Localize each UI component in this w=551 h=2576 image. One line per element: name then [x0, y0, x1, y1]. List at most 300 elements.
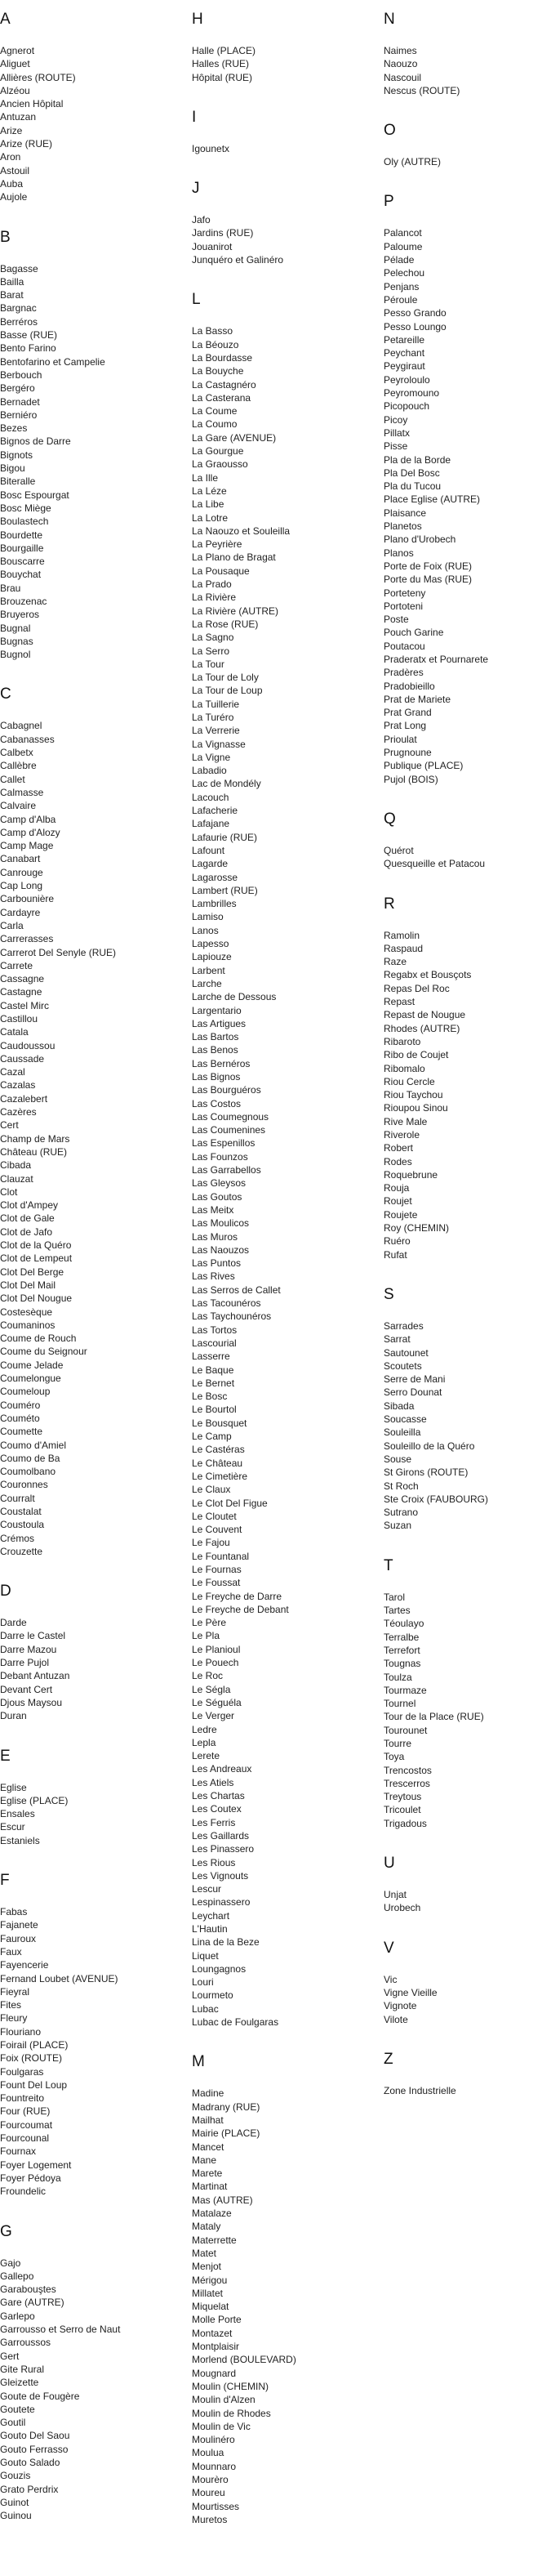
name-item: Le Claux	[192, 1484, 231, 1496]
name-item: Le Castéras	[192, 1444, 245, 1456]
letter-section	[384, 1940, 551, 2040]
name-item: Le Verger	[192, 1710, 235, 1722]
name-item: Regabx et Bousçots	[384, 969, 472, 981]
name-item: Igounetx	[192, 142, 230, 154]
name-list	[384, 1319, 551, 1533]
name-item: Repas Del Roc	[384, 982, 450, 994]
name-item: Gleizette	[0, 2377, 39, 2389]
letter-section	[0, 2223, 184, 2537]
name-item: Bugnal	[0, 622, 31, 634]
letter-section	[0, 685, 184, 1572]
name-item: Bignots	[0, 449, 33, 461]
name-item: Terrefort	[384, 1644, 420, 1656]
name-item: Camp d'Alozy	[0, 826, 60, 838]
name-item: La Turéro	[192, 711, 234, 723]
name-item: Crouzette	[0, 1545, 43, 1557]
name-item: Duran	[0, 1710, 27, 1722]
name-item: Le Pla	[192, 1630, 220, 1642]
name-item: Peyromouno	[384, 387, 440, 400]
name-item: Antuzan	[0, 111, 37, 123]
letter-section	[192, 180, 375, 280]
name-item: La Rivière (AUTRE)	[192, 605, 279, 617]
name-item: Le Pouech	[192, 1657, 239, 1669]
name-item: Le Cimetière	[192, 1470, 248, 1482]
name-item: Clot Del Mail	[0, 1279, 56, 1291]
name-list	[384, 1591, 551, 1830]
name-item: Cazalas	[0, 1079, 36, 1092]
name-item: Soucasse	[384, 1413, 427, 1426]
name-item: Lafount	[192, 844, 225, 856]
name-item: Mataly	[192, 2221, 221, 2233]
name-item: La Graousso	[192, 458, 248, 471]
name-item: Coumelongue	[0, 1373, 61, 1385]
name-item: Estaniels	[0, 1834, 40, 1846]
name-item: La Tour de Loly	[192, 672, 259, 684]
name-item: Coumo d'Amiel	[0, 1439, 66, 1451]
name-item: Millatet	[192, 2287, 224, 2299]
name-item: Las Artigues	[192, 1017, 247, 1029]
letter-heading: V	[384, 1939, 394, 1957]
name-item: Bignos de Darre	[0, 435, 71, 448]
name-item: Peychant	[384, 347, 425, 359]
name-item: Larbent	[192, 964, 225, 976]
name-item: Foulgaras	[0, 2065, 44, 2078]
name-list	[192, 213, 375, 266]
name-item: Foix (ROUTE)	[0, 2052, 62, 2065]
name-item: Plaisance	[384, 507, 427, 519]
name-item: Morlend (BOULEVARD)	[192, 2354, 296, 2366]
section-spacer	[192, 266, 375, 280]
name-item: La Léze	[192, 484, 227, 497]
letter-heading: A	[0, 11, 11, 28]
letter-heading: M	[192, 2053, 205, 2071]
name-item: Lafaurie (RUE)	[192, 831, 258, 843]
letter-heading: B	[0, 228, 11, 246]
letter-section	[192, 109, 375, 169]
name-item: Ribomalo	[384, 1062, 425, 1074]
letter-heading: J	[192, 180, 200, 198]
name-item: Auba	[0, 177, 24, 190]
name-item: Plano d'Urobech	[384, 534, 456, 546]
name-item: Clot d'Ampey	[0, 1199, 58, 1212]
letter-section	[384, 1286, 551, 1547]
name-item: Liquet	[192, 1949, 219, 1962]
name-item: La Plano de Bragat	[192, 551, 276, 564]
name-item: Las Founzos	[192, 1150, 248, 1163]
name-item: Trescerros	[384, 1777, 430, 1789]
name-item: Coustoula	[0, 1519, 45, 1531]
name-item: Le Bousquet	[192, 1417, 247, 1429]
name-item: Moulua	[192, 2447, 224, 2459]
name-item: Coustalat	[0, 1505, 42, 1517]
name-item: Cap Long	[0, 880, 43, 892]
name-item: Toulza	[384, 1671, 412, 1683]
name-item: Bugnol	[0, 649, 31, 661]
name-item: Lagarde	[192, 858, 229, 870]
section-spacer	[192, 2029, 375, 2042]
name-item: Bourgaille	[0, 542, 44, 554]
name-item: Las Bernéros	[192, 1057, 251, 1069]
name-item: Caussade	[0, 1052, 45, 1065]
name-item: Fourcoumat	[0, 2118, 53, 2131]
name-item: La Serro	[192, 645, 230, 657]
name-item: Las Taychounéros	[192, 1310, 272, 1323]
name-item: Fieyral	[0, 1985, 30, 1998]
name-item: Biteralle	[0, 475, 36, 488]
name-item: Martinat	[192, 2181, 228, 2193]
name-item: Le Freyche de Darre	[192, 1590, 282, 1602]
name-item: Riverole	[384, 1129, 420, 1141]
name-item: Mairie (PLACE)	[192, 2127, 260, 2140]
name-item: Las Serros de Callet	[192, 1284, 281, 1296]
name-item: Fournax	[0, 2145, 37, 2158]
name-item: Aujole	[0, 191, 28, 203]
name-item: Matalaze	[192, 2208, 232, 2220]
name-item: Lac de Mondély	[192, 778, 261, 790]
name-item: Oly (AUTRE)	[384, 156, 441, 168]
name-item: Pouch Garine	[384, 627, 444, 639]
name-item: Lubac de Foulgaras	[192, 2016, 279, 2029]
name-item: Rioupou Sinou	[384, 1102, 448, 1114]
name-item: Las Naouzos	[192, 1243, 250, 1256]
name-item: Paloume	[384, 240, 423, 252]
name-item: Calbetx	[0, 747, 33, 759]
name-list	[192, 44, 375, 84]
name-item: Fount Del Loup	[0, 2078, 68, 2091]
letter-section	[384, 11, 551, 111]
name-item: Cazalebert	[0, 1092, 48, 1105]
name-item: Pisse	[384, 440, 408, 453]
name-item: Garroussos	[0, 2337, 51, 2349]
name-item: Carla	[0, 919, 24, 931]
name-item: Bouychat	[0, 569, 42, 581]
name-list	[192, 2087, 375, 2526]
name-item: Clot Del Nougue	[0, 1292, 73, 1305]
name-item: Tricoulet	[384, 1804, 421, 1816]
name-item: Darre Mazou	[0, 1643, 57, 1655]
name-item: Moulin de Vic	[192, 2420, 251, 2432]
name-item: Lagarosse	[192, 871, 238, 883]
name-item: Lourmeto	[192, 1989, 233, 2002]
name-item: Coume Jelade	[0, 1359, 64, 1371]
name-item: Four (RUE)	[0, 2105, 51, 2118]
name-item: Naouzo	[384, 58, 418, 70]
name-item: Berréros	[0, 315, 38, 328]
name-item: Les Andreaux	[192, 1763, 252, 1775]
name-item: Coumaninos	[0, 1319, 56, 1331]
name-item: Devant Cert	[0, 1683, 53, 1695]
section-spacer	[0, 2523, 184, 2537]
name-item: Clot de Jafo	[0, 1225, 53, 1238]
section-spacer	[384, 1915, 551, 1929]
name-item: Fabas	[0, 1906, 28, 1918]
name-item: La Tour	[192, 658, 224, 670]
name-item: Le Fountanal	[192, 1550, 250, 1562]
name-item: Bentofarino et Campelie	[0, 355, 105, 368]
name-item: Montazet	[192, 2327, 233, 2339]
name-item: Ribaroto	[384, 1035, 421, 1047]
name-item: Las Rives	[192, 1270, 235, 1283]
name-item: Sarrades	[384, 1319, 424, 1332]
name-list	[0, 1616, 184, 1722]
letter-heading: I	[192, 108, 197, 126]
name-item: Coumolbano	[0, 1466, 56, 1478]
name-list	[384, 844, 551, 871]
name-item: Penjans	[384, 280, 420, 292]
name-item: Vic	[384, 1973, 398, 1985]
name-list	[384, 1973, 551, 2026]
name-item: Gert	[0, 2350, 20, 2362]
index-column-2	[192, 0, 375, 2540]
name-list	[384, 44, 551, 97]
letter-section	[384, 2051, 551, 2111]
name-item: Cardayre	[0, 906, 41, 918]
name-item: Peyroloulo	[384, 373, 430, 386]
name-item: Costesèque	[0, 1306, 53, 1318]
section-spacer	[0, 661, 184, 675]
name-item: Pla de la Borde	[384, 453, 451, 466]
name-item: Las Puntos	[192, 1257, 242, 1270]
name-item: La Gourgue	[192, 445, 244, 458]
name-item: Gouzis	[0, 2470, 31, 2482]
name-item: Gouto Del Saou	[0, 2430, 70, 2442]
letter-section	[0, 1872, 184, 2212]
letter-section	[0, 1583, 184, 1736]
name-item: Repast	[384, 996, 415, 1008]
name-item: Gouto Salado	[0, 2457, 60, 2469]
name-item: La Gare (AVENUE)	[192, 431, 277, 444]
name-item: Lubac	[192, 2002, 219, 2015]
letter-heading: C	[0, 685, 11, 703]
name-item: Carrerasses	[0, 933, 54, 945]
name-item: Pla Del Bosc	[384, 467, 440, 479]
name-item: Clot de la Quéro	[0, 1239, 72, 1252]
name-item: Vignote	[384, 2000, 417, 2012]
name-item: Guinou	[0, 2510, 32, 2522]
name-item: Pillatx	[384, 426, 411, 439]
name-item: Prat Long	[384, 720, 427, 732]
letter-section	[384, 1557, 551, 1844]
name-item: Tournel	[384, 1698, 416, 1710]
name-item: Cassagne	[0, 973, 45, 985]
letter-section	[192, 2053, 375, 2540]
letter-heading: H	[192, 11, 203, 28]
name-item: Jouanirot	[192, 240, 233, 252]
name-item: Mancet	[192, 2141, 224, 2153]
name-item: Las Muros	[192, 1230, 238, 1243]
name-list	[384, 2084, 551, 2097]
name-item: Toya	[384, 1751, 405, 1763]
name-item: Brouzenac	[0, 595, 47, 607]
name-item: Couronnes	[0, 1479, 48, 1491]
name-item: Les Rious	[192, 1856, 236, 1868]
name-item: Le Planioul	[192, 1643, 241, 1655]
name-item: Flouriano	[0, 2025, 42, 2038]
name-item: Ledre	[192, 1723, 217, 1735]
letter-heading: P	[384, 193, 394, 211]
name-item: Loungagnos	[192, 1962, 247, 1975]
name-item: La Tour de Loup	[192, 685, 263, 697]
name-item: Hôpital (RUE)	[192, 71, 253, 83]
name-item: Courralt	[0, 1492, 35, 1504]
name-item: Le Couvent	[192, 1524, 242, 1536]
name-item: St Girons (ROUTE)	[384, 1467, 469, 1479]
name-item: Calmasse	[0, 786, 44, 798]
name-item: Las Tortos	[192, 1324, 238, 1336]
name-item: Couméto	[0, 1412, 40, 1424]
name-item: Bosc Espourgat	[0, 489, 69, 501]
name-item: Fites	[0, 1999, 22, 2011]
name-item: Calvaire	[0, 800, 37, 812]
name-item: Le Père	[192, 1617, 227, 1629]
name-item: Le Clot Del Figue	[192, 1497, 268, 1509]
name-item: Gajo	[0, 2257, 21, 2269]
name-item: Urobech	[384, 1902, 421, 1914]
name-item: Cabagnel	[0, 720, 42, 732]
name-item: Froundelic	[0, 2185, 47, 2198]
name-item: Péroule	[384, 293, 418, 306]
name-list	[384, 1888, 551, 1915]
name-list	[0, 262, 184, 662]
section-spacer	[384, 1830, 551, 1844]
name-item: Petareille	[384, 333, 425, 346]
name-item: Bento Farino	[0, 342, 56, 355]
name-item: Fountreito	[0, 2092, 45, 2105]
name-item: Larche	[192, 977, 222, 989]
name-item: Mane	[192, 2154, 217, 2166]
name-item: Allières (ROUTE)	[0, 71, 76, 83]
name-item: Brau	[0, 582, 21, 594]
name-item: Sautounet	[384, 1346, 429, 1359]
name-item: Grato Perdrix	[0, 2483, 59, 2495]
name-item: Mailhat	[192, 2114, 224, 2126]
name-item: Pradères	[384, 667, 424, 679]
name-item: Vigne Vieille	[384, 1986, 438, 1998]
name-item: La Coume	[192, 405, 238, 417]
name-item: Moulin d'Alzen	[192, 2394, 256, 2406]
name-item: Tarol	[384, 1591, 406, 1603]
name-item: Lescur	[192, 1883, 222, 1895]
name-item: Coumette	[0, 1426, 43, 1438]
name-item: Roujete	[384, 1208, 418, 1221]
name-item: Crémos	[0, 1532, 35, 1544]
name-item: Peygiraut	[384, 360, 425, 373]
letter-heading: T	[384, 1556, 393, 1574]
section-spacer	[192, 84, 375, 98]
name-item: Roy (CHEMIN)	[384, 1222, 449, 1234]
name-item: Rouja	[384, 1182, 410, 1194]
name-item: Bagasse	[0, 262, 38, 275]
name-item: Terralbe	[384, 1631, 420, 1643]
name-item: Las Costos	[192, 1097, 242, 1109]
name-item: Prioulat	[384, 733, 417, 745]
name-item: Foyer Pédoya	[0, 2172, 61, 2184]
name-item: Garrousso et Serro de Naut	[0, 2324, 121, 2336]
name-item: Leychart	[192, 1909, 230, 1922]
name-item: Labadio	[192, 765, 227, 777]
name-item: Canabart	[0, 853, 41, 865]
name-item: Les Ferris	[192, 1816, 236, 1828]
name-item: Madrany (RUE)	[192, 2101, 260, 2113]
letter-heading: D	[0, 1583, 11, 1601]
name-item: Darre le Castel	[0, 1630, 66, 1642]
name-item: Picoy	[384, 413, 408, 426]
name-item: Portoteni	[384, 600, 424, 612]
section-spacer	[0, 204, 184, 218]
name-item: La Libe	[192, 498, 224, 511]
name-item: Moulin de Rhodes	[192, 2407, 271, 2419]
name-item: Treytous	[384, 1791, 422, 1803]
name-item: Lambrilles	[192, 898, 237, 910]
name-item: Las Espenillos	[192, 1137, 256, 1150]
name-item: Prat de Mariete	[384, 693, 451, 705]
name-item: Riou Cercle	[384, 1075, 435, 1087]
name-item: Pélade	[384, 254, 415, 266]
name-item: Poste	[384, 614, 409, 626]
name-item: Aron	[0, 151, 21, 163]
name-item: Montplaisir	[192, 2341, 240, 2353]
letter-section	[0, 229, 184, 676]
letter-heading: N	[384, 11, 395, 28]
name-item: Pelechou	[384, 267, 425, 279]
name-item: Ramolin	[384, 929, 420, 941]
name-item: Quérot	[384, 844, 414, 856]
name-item: Le Bosc	[192, 1391, 228, 1403]
name-item: Garlepo	[0, 2310, 35, 2322]
section-spacer	[384, 871, 551, 885]
name-item: Repast de Nougue	[384, 1009, 466, 1021]
name-item: Planos	[384, 547, 414, 559]
name-item: Nascouil	[384, 71, 422, 83]
name-item: Jafo	[192, 214, 211, 226]
name-item: Lapiouze	[192, 951, 232, 963]
section-spacer	[384, 1261, 551, 1275]
section-spacer	[384, 168, 551, 182]
name-item: Arize (RUE)	[0, 138, 53, 150]
name-item: La Bourdasse	[192, 351, 253, 364]
name-item: La Coumo	[192, 418, 238, 431]
name-item: Cert	[0, 1119, 19, 1132]
name-item: Le Ségla	[192, 1683, 231, 1695]
name-item: La Rivière	[192, 592, 237, 604]
name-item: Trigadous	[384, 1817, 427, 1829]
name-item: Castagne	[0, 986, 42, 998]
letter-heading: S	[384, 1285, 394, 1303]
letter-section	[0, 11, 184, 218]
name-item: Basse (RUE)	[0, 329, 58, 342]
name-item: Fernand Loubet (AVENUE)	[0, 1972, 118, 1984]
name-item: Las Coumegnous	[192, 1110, 269, 1123]
name-item: La Pousaque	[192, 565, 250, 577]
name-item: Jardins (RUE)	[192, 227, 254, 239]
name-item: La Béouzo	[192, 338, 239, 350]
name-item: Goute de Fougère	[0, 2390, 80, 2402]
name-item: Couméro	[0, 1399, 41, 1411]
name-item: Eglise (PLACE)	[0, 1794, 69, 1806]
name-item: Le Bernet	[192, 1377, 235, 1389]
name-item: Lespinassero	[192, 1896, 251, 1909]
name-item: Muretos	[192, 2513, 228, 2525]
name-item: Le Baque	[192, 1364, 234, 1376]
name-item: Zone Industrielle	[384, 2084, 456, 2096]
name-item: Le Séguéla	[192, 1696, 242, 1708]
name-item: Foyer Logement	[0, 2159, 72, 2171]
letter-heading: U	[384, 1855, 395, 1873]
name-item: Rive Male	[384, 1115, 428, 1127]
name-item: Gare (AUTRE)	[0, 2297, 64, 2309]
name-item: Prat Grand	[384, 707, 432, 719]
section-spacer	[192, 2526, 375, 2540]
